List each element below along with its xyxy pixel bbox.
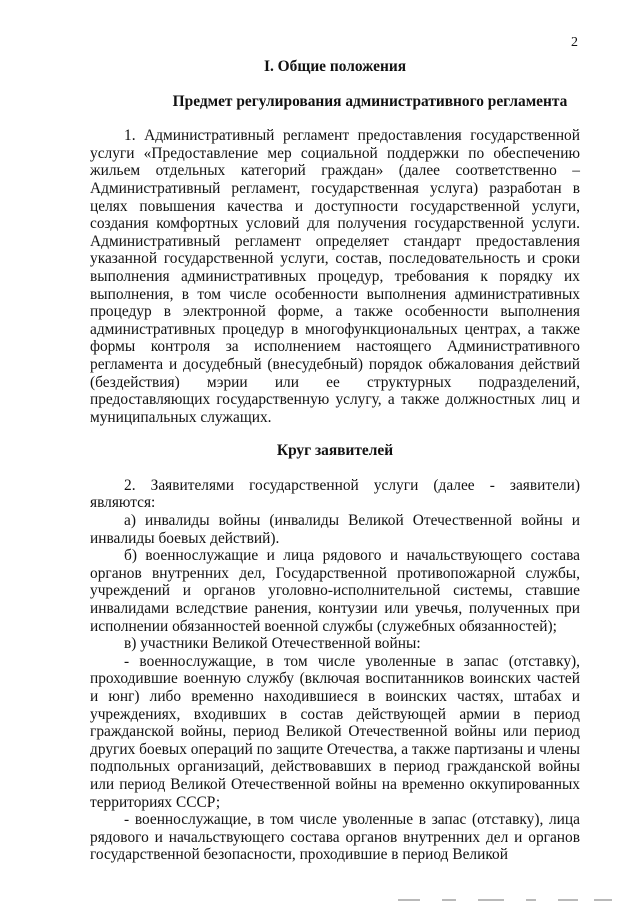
item-c: в) участники Великой Отечественной войны: xyxy=(124,635,421,653)
paragraph-1: 1. Административный регламент предоставления государственной услуги «Предоставление мер социальной поддержки по обеспечению жильем отдельных категорий граждан» (далее соответственно – Административный регламент, государственная услуга) разработан в целях повышения качества и доступности государственной услуги, создания комфортных условий для получения государственной услуги. Административный регламент определяет стандарт предоставления указанной государственной услуги, состав, последовательность и сроки выполнения административных процедур, требования к порядку их выполнения, в том числе особенности выполнения административных процедур в электронной форме, а также особенности выполнения административных процедур в многофункциональных центрах, а также формы контроля за исполнением настоящего Административного регламента и досудебный (внесудебный) порядок обжалования действий (бездействия) мэрии или ее структурных подразделений, предоставляющих государственную услугу, а также должностных лиц и муниципальных служащих. xyxy=(90,127,580,426)
scan-artifact xyxy=(380,896,620,904)
page-number: 2 xyxy=(571,35,578,50)
item-b: б) военнослужащие и лица рядового и начальствующего состава органов внутренних дел, Государственной противопожарной службы, учреждений и органов уголовно-исполнительной системы, ставшие инвалидами вследствие ранения, контузии или увечья, полученных при исполнении обязанностей военной службы (служебных обязанностей); xyxy=(90,547,580,635)
dash-item-1: - военнослужащие, в том числе уволенные в запас (отставку), проходившие военную службу (включая воспитанников воинских частей и юнг) либо временно находившиеся в воинских частях, штабах и учреждениях, входивших в состав действующей армии в период гражданской войны, период Великой Отечественной войны или период других боевых операций по защите Отечества, а также партизаны и члены подпольных организаций, действовавших в период гражданской войны или период Великой Отечественной войны на временно оккупированных территориях СССР; xyxy=(90,652,581,811)
applicants-title: Круг заявителей xyxy=(276,442,394,460)
document-body xyxy=(90,58,580,864)
item-a: а) инвалиды войны (инвалиды Великой Отечественной войны и инвалиды боевых действий). xyxy=(90,512,580,547)
paragraph-2: 2. Заявителями государственной услуги (далее - заявители) являются: xyxy=(90,476,580,512)
subsection-title: Предмет регулирования административного регламента xyxy=(172,92,568,110)
section-title: I. Общие положения xyxy=(263,58,407,75)
dash-item-2: - военнослужащие, в том числе уволенные в запас (отставку), лица рядового и начальствующего состава органов внутренних дел и органов государственной безопасности, проходившие в период Великой xyxy=(90,811,580,864)
